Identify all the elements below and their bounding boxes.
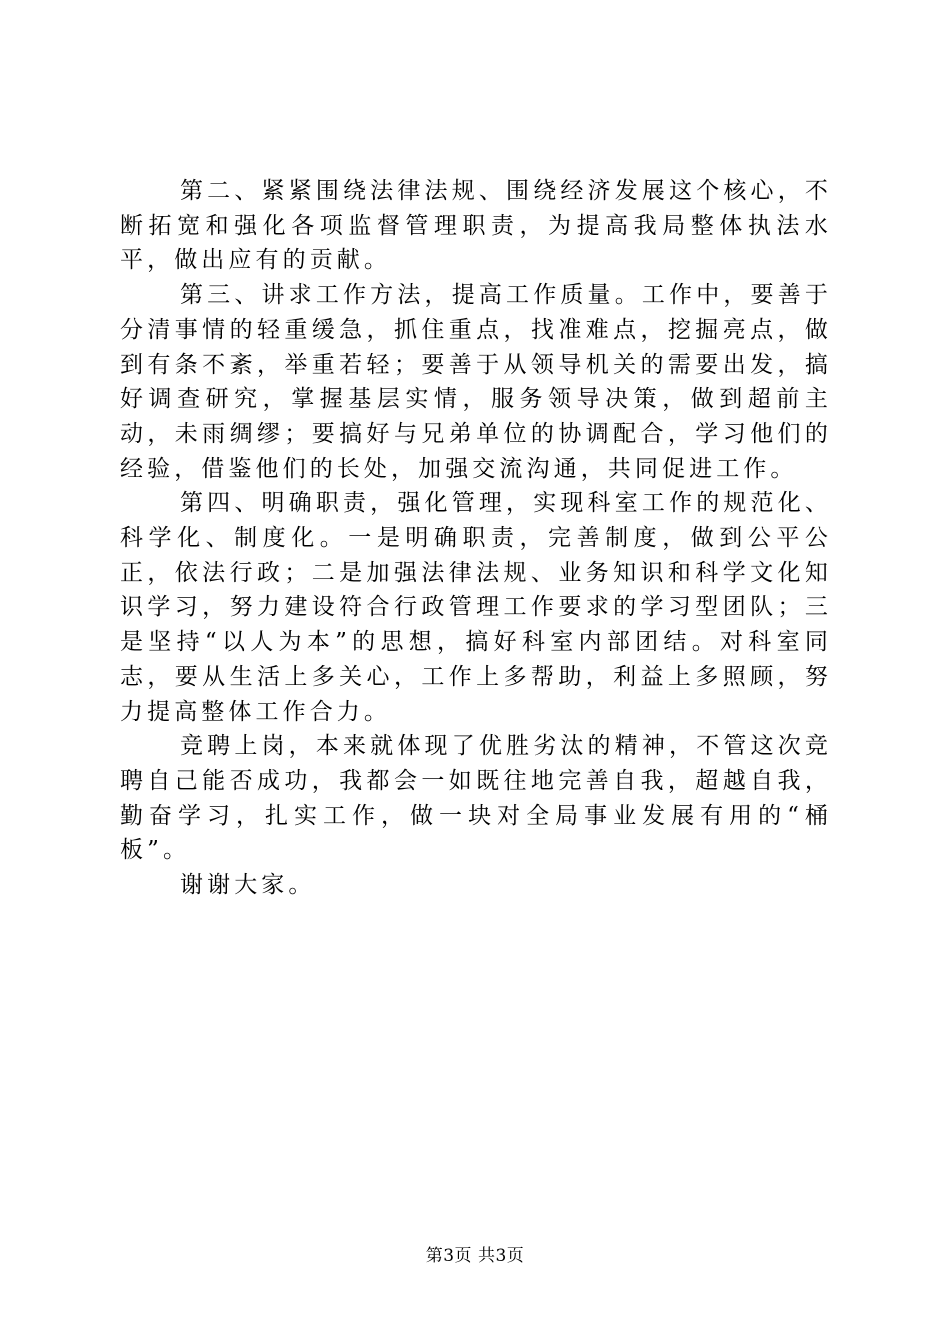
document-body: [120, 174, 832, 903]
paragraph-thanks: 谢谢大家。: [180, 872, 316, 899]
page-number-footer: 第3页 共3页: [425, 1246, 525, 1266]
paragraph-point-two: 第二、紧紧围绕法律法规、围绕经济发展这个核心，不断拓宽和强化各项监督管理职责，为提高我局整体执法水平，做出应有的贡献。: [120, 178, 832, 274]
paragraph-point-four: 第四、明确职责，强化管理，实现科室工作的规范化、科学化、制度化。一是明确职责，完善制度，做到公平公正，依法行政；二是加强法律法规、业务知识和科学文化知识学习，努力建设符合行政管理工作要求的学习型团队；三是坚持“以人为本”的思想，搞好科室内部团结。对科室同志，要从生活上多关心，工作上多帮助，利益上多照顾，努力提高整体工作合力。: [120, 490, 832, 725]
paragraph-point-three: 第三、讲求工作方法，提高工作质量。工作中，要善于分清事情的轻重缓急，抓住重点，找准难点，挖掘亮点，做到有条不紊，举重若轻；要善于从领导机关的需要出发，搞好调查研究，掌握基层实情，服务领导决策，做到超前主动，未雨绸缪；要搞好与兄弟单位的协调配合，学习他们的经验，借鉴他们的长处，加强交流沟通，共同促进工作。: [120, 282, 832, 482]
paragraph-closing-statement: 竞聘上岗，本来就体现了优胜劣汰的精神，不管这次竞聘自己能否成功，我都会一如既往地完善自我，超越自我，勤奋学习，扎实工作，做一块对全局事业发展有用的“桶板”。: [120, 733, 832, 864]
